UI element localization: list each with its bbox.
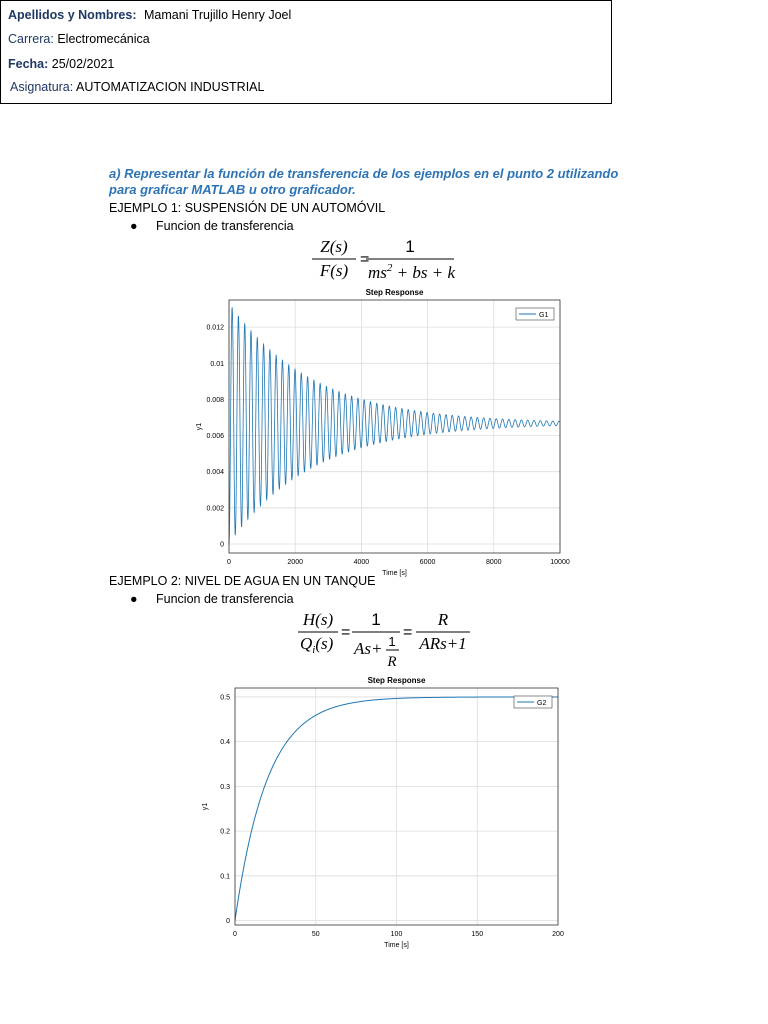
y-tick-label: 0.006 (206, 433, 224, 441)
formula2-den-sub: i (312, 644, 316, 656)
example2-bullet-text: Funcion de transferencia (156, 592, 294, 606)
y-tick-label: 0.002 (206, 505, 224, 513)
x-tick-label: 10000 (550, 559, 570, 566)
x-tick-label: 6000 (419, 559, 436, 566)
formula1-den-ms: ms (368, 263, 387, 282)
career-value: Electromecánica (57, 32, 150, 46)
subject-row (10, 80, 264, 94)
x-tick-label: 4000 (353, 559, 370, 566)
task-line-2: para graficar MATLAB u otro graficador. (109, 182, 356, 197)
y-tick-label: 0.004 (206, 469, 224, 477)
student-info-box (0, 0, 612, 104)
formula2-rhs-numerator: R (437, 610, 449, 629)
y-tick-label: 0.012 (206, 324, 224, 332)
example1-bullet (130, 219, 294, 233)
name-row (8, 8, 291, 22)
formula2-lhs-numerator: H(s) (302, 610, 334, 629)
y-tick-label: 0.01 (210, 360, 224, 368)
task-line-1: a) Representar la función de transferencia de los ejemplos en el punto 2 utilizando (109, 166, 619, 181)
x-axis-label: Time [s] (384, 942, 409, 949)
date-row (8, 57, 114, 71)
formula1-equals: = (360, 251, 370, 268)
y-tick-label: 0.2 (220, 828, 230, 836)
y-tick-label: 0.4 (220, 739, 230, 747)
x-tick-label: 50 (311, 931, 320, 938)
y-tick-label: 0.5 (220, 694, 230, 702)
subject-label: Asignatura: (10, 80, 74, 94)
formula2-lhs-denominator (300, 634, 334, 656)
formula1-rhs-denominator (368, 262, 455, 282)
y-tick-label: 0.3 (220, 783, 230, 791)
y-tick-label: 0 (226, 918, 230, 926)
y-axis-label: y1 (202, 802, 209, 811)
step-response-chart-2 (196, 666, 582, 956)
step-response-chart-1 (190, 282, 580, 577)
plot-area (229, 300, 560, 553)
example1-bullet-text: Funcion de transferencia (156, 219, 294, 233)
example2-formula (292, 604, 482, 674)
y-tick-label: 0.1 (220, 873, 230, 881)
name-label: Apellidos y Nombres: (8, 8, 137, 22)
bullet-dot-icon: ● (130, 219, 138, 233)
date-label: Fecha: (8, 57, 49, 71)
formula1-lhs-denominator: F(s) (319, 261, 349, 280)
subject-value: AUTOMATIZACION INDUSTRIAL (76, 80, 265, 94)
formula1-lhs-numerator: Z(s) (320, 237, 348, 256)
career-row (8, 32, 150, 46)
formula2-inner-numerator: 1 (388, 634, 396, 649)
name-value: Mamani Trujillo Henry Joel (143, 8, 292, 22)
formula2-equals-1: = (341, 624, 351, 641)
chart-title: Step Response (365, 288, 424, 297)
bullet-dot-icon: ● (130, 592, 138, 606)
x-tick-label: 0 (233, 931, 237, 938)
x-tick-label: 100 (390, 931, 403, 938)
chart-title: Step Response (367, 676, 426, 685)
formula2-mid-den-as: As+ (354, 639, 383, 658)
legend-label: G2 (537, 700, 547, 707)
example2-bullet (130, 592, 294, 606)
task-instruction (109, 166, 669, 198)
formula2-inner-denominator: R (387, 654, 397, 670)
formula2-rhs-denominator: ARs+1 (419, 634, 467, 653)
formula2-mid-numerator: 1 (371, 610, 381, 629)
career-label: Carrera: (8, 32, 54, 46)
legend-label: G1 (539, 312, 549, 319)
x-tick-label: 200 (552, 931, 564, 938)
formula2-equals-2: = (403, 624, 413, 641)
example1-title: EJEMPLO 1: SUSPENSIÓN DE UN AUTOMÓVIL (109, 201, 386, 215)
x-tick-label: 150 (471, 931, 484, 938)
y-tick-label: 0 (220, 541, 224, 549)
formula1-rhs-numerator: 1 (405, 237, 415, 256)
x-axis-label: Time [s] (382, 570, 407, 577)
formula2-den-s: (s) (315, 634, 334, 653)
formula2-den-q: Q (300, 634, 313, 653)
date-value: 25/02/2021 (51, 57, 115, 71)
y-tick-label: 0.008 (206, 396, 224, 404)
example1-formula (300, 232, 470, 284)
formula1-den-exp: 2 (386, 262, 393, 274)
x-tick-label: 0 (227, 559, 231, 566)
example2-title: EJEMPLO 2: NIVEL DE AGUA EN UN TANQUE (109, 574, 376, 588)
formula1-den-rest: + bs + k (392, 263, 456, 282)
x-tick-label: 8000 (486, 559, 502, 566)
x-tick-label: 2000 (287, 559, 303, 566)
y-axis-label: y1 (196, 422, 203, 431)
